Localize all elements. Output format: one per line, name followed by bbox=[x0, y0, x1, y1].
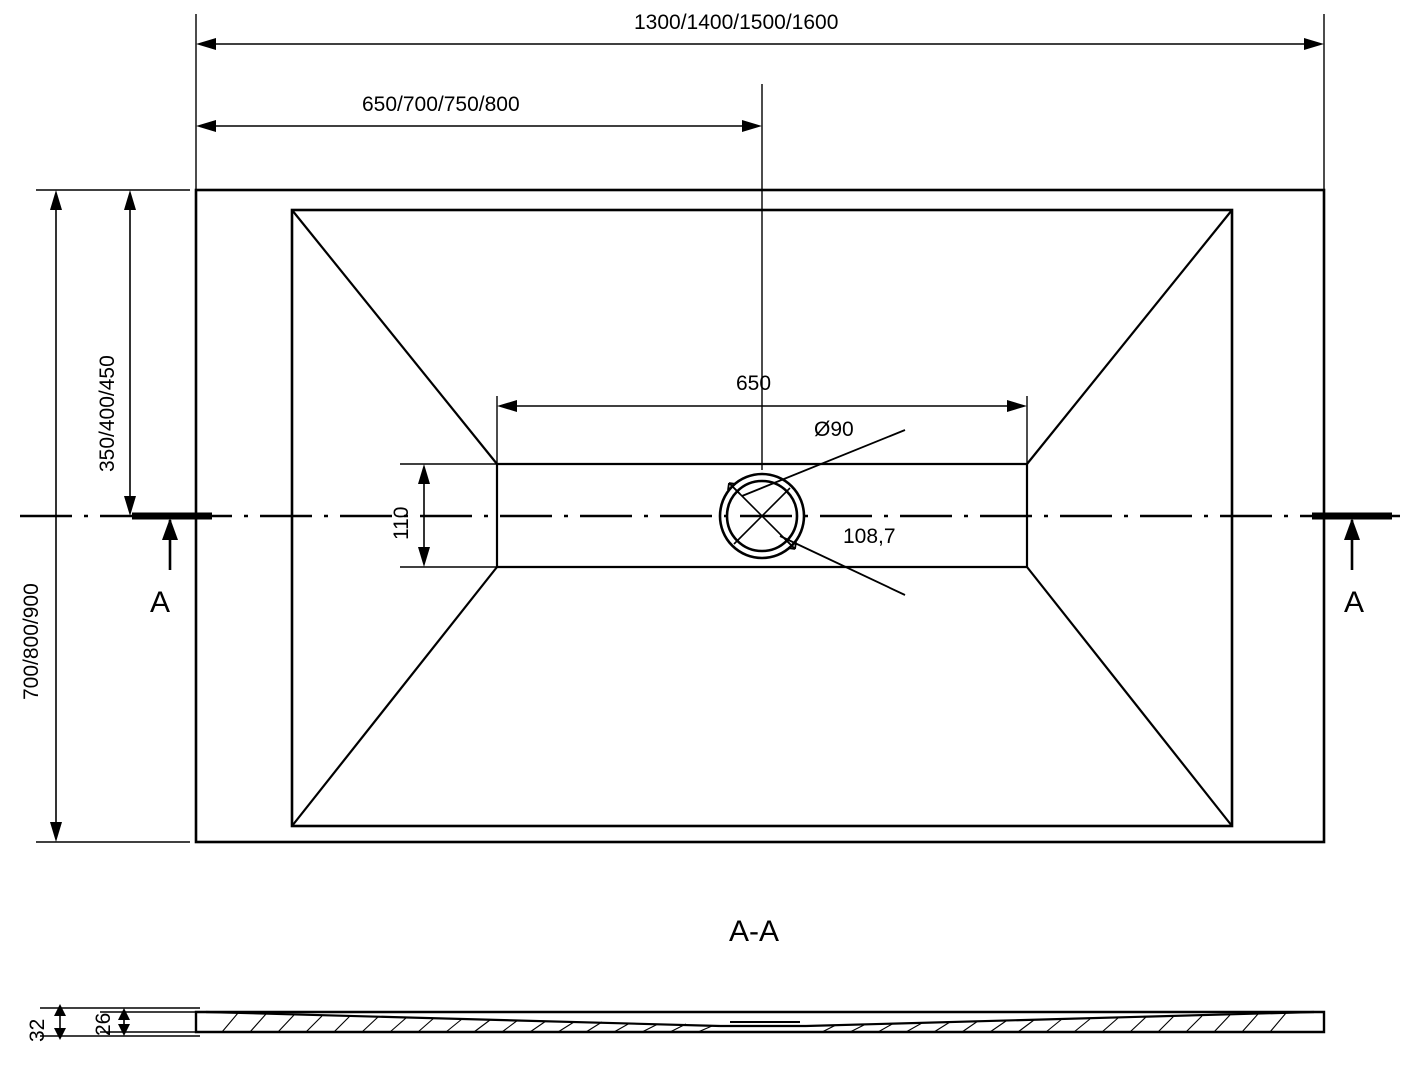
dimension-half-depth: 350/400/450 bbox=[96, 355, 119, 472]
dimension-channel-width: 110 bbox=[390, 506, 413, 540]
dimension-drain-detail: 108,7 bbox=[843, 525, 896, 548]
section-view-title: A-A bbox=[729, 915, 780, 948]
dimension-overall-depth: 700/800/900 bbox=[20, 583, 43, 700]
dimension-channel-length: 650 bbox=[736, 372, 772, 395]
dimension-section-total-height: 32 bbox=[26, 1018, 49, 1042]
dimension-half-width: 650/700/750/800 bbox=[362, 93, 520, 116]
dimension-drain-diameter: Ø90 bbox=[814, 418, 854, 441]
dimension-overall-width: 1300/1400/1500/1600 bbox=[634, 11, 839, 34]
section-mark-right-label: A bbox=[1344, 586, 1365, 619]
dimension-section-inner-height: 26 bbox=[92, 1012, 115, 1036]
section-mark-left-label: A bbox=[150, 586, 171, 619]
